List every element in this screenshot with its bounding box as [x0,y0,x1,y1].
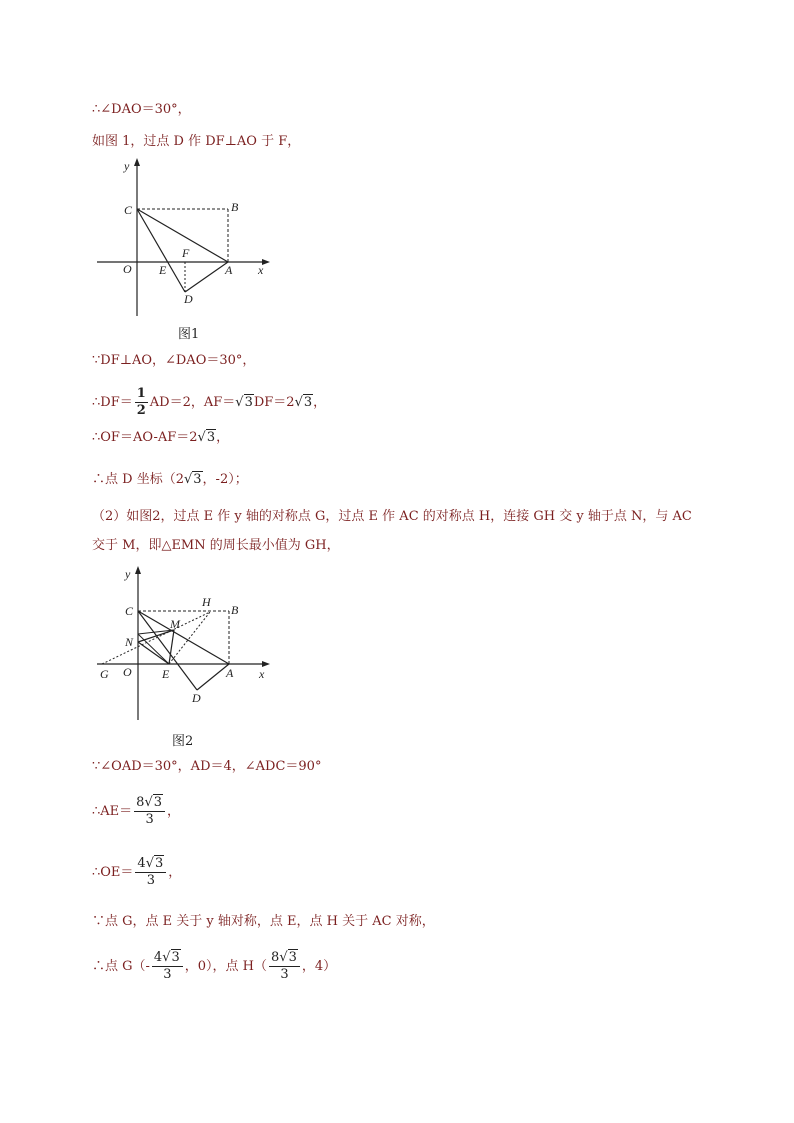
step-d-coordinates: ∴点 D 坐标（2√3，-2）； [92,472,248,487]
fig2-label-m: M [170,617,180,631]
fig1-label-d: D [184,292,193,306]
fig1-label-f: F [182,246,190,260]
step-angle-dao: ∴∠DAO＝30°， [92,102,191,117]
fig2-label-c: C [125,604,134,618]
fig1-label-o: O [123,262,132,276]
step-symmetry: ∵点 G，点 E 关于 y 轴对称，点 E，点 H 关于 AC 对称， [92,914,435,929]
fig1-label-c: C [124,203,133,217]
fig2-label-x: x [259,667,265,681]
step-ae: ∴AE＝ $\frac{8√3}{3}$ ， [92,795,181,827]
step-given-df: ∵DF⊥AO，∠DAO＝30°， [92,353,256,368]
step-oe: ∴OE＝ $\frac{4√3}{3}$ ， [92,856,182,888]
fig2-label-a: A [226,666,234,680]
fig2-label-h: H [202,595,211,609]
fig2-label-y: y [125,567,131,581]
figure-2-caption: 图2 [172,734,194,749]
step-g-h-coordinates: ∴点 G（- $\frac{4√3}{3}$ ，0），点 H（ $\frac{8√3}{3}$ ，4） [92,950,337,982]
fig2-label-d: D [192,691,201,705]
step-of: ∴OF＝AO-AF＝2√3， [92,430,230,445]
fig1-label-a: A [225,263,233,277]
fig1-label-e: E [159,263,167,277]
sqrt-3: √3 [235,395,253,410]
figure-1 [92,156,277,321]
fraction-4-sqrt3-over-3: $\frac{4√3}{3}$ [152,950,183,983]
fig2-label-b: B [231,603,239,617]
part2-intro-cont: 交于 M，即△EMN 的周长最小值为 GH， [92,538,340,553]
fraction-8-sqrt3-over-3: $\frac{8√3}{3}$ [269,950,300,983]
fraction-8-sqrt3-over-3: $\frac{8√3}{3}$ [134,795,165,828]
fig2-label-g: G [100,667,109,681]
step-figure1-intro: 如图 1，过点 D 作 DF⊥AO 于 F， [92,134,301,149]
step-df-af: ∴DF＝ $\frac{1}{2}$ AD＝2，AF＝√3DF＝2√3， [92,386,327,418]
fraction-one-half: $\frac{1}{2}$ [136,386,146,418]
fig2-label-o: O [123,665,132,679]
figure-2 [92,562,277,727]
figure-1-caption: 图1 [178,327,200,342]
fig1-label-y: y [124,159,130,173]
step-given-oad: ∵∠OAD＝30°，AD＝4，∠ADC＝90° [92,759,322,774]
sqrt-3: √3 [294,395,313,410]
sqrt-3: √3 [183,472,202,487]
part2-intro: （2）如图2，过点 E 作 y 轴的对称点 G，过点 E 作 AC 的对称点 H，连接 GH 交 y 轴于点 N，与 AC [92,509,692,524]
fig1-label-x: x [258,263,264,277]
fraction-4-sqrt3-over-3: $\frac{4√3}{3}$ [135,856,166,889]
fig1-label-b: B [231,200,239,214]
fig2-label-e: E [162,667,170,681]
fig2-label-n: N [125,635,134,649]
sqrt-3: √3 [197,430,216,445]
